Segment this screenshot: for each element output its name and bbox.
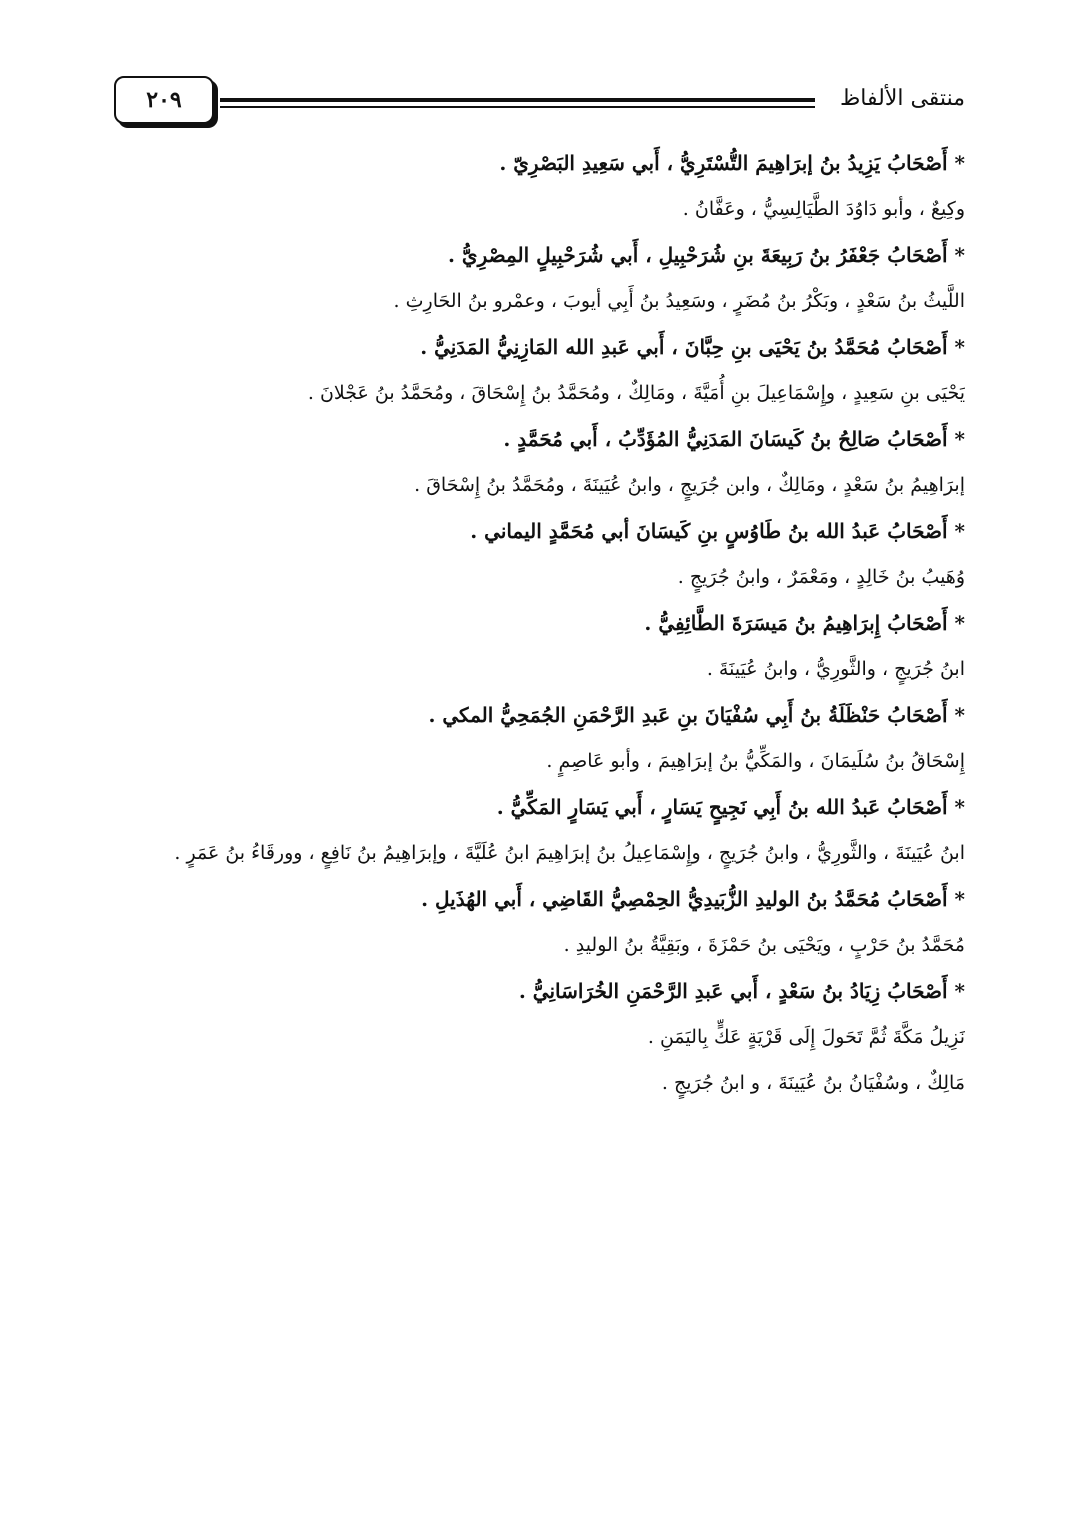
narrator-heading: * أَصْحَابُ إِبرَاهِيمُ بنُ مَيسَرَةَ الطَّائِفِيُّ .: [644, 611, 965, 635]
narrator-note: نَزِيلُ مَكَّةَ ثُمَّ تَحَولَ إِلَى قَرْيَةٍ عَكٍّ بِاليَمَنِ .: [647, 1026, 965, 1048]
page-body: [105, 140, 965, 1106]
narrator-heading: * أَصْحَابُ حَنْظَلَةُ بنُ أَبِي سُفْيَانَ بنِ عَبدِ الرَّحْمَنِ الجُمَحِيُّ المكي .: [428, 703, 965, 727]
header-rule-thin: [220, 106, 815, 108]
narrator-heading: * أَصْحَابُ عَبدُ الله بنُ أَبِي نَجِيحٍ يَسَارٍ ، أَبي يَسَارٍ المَكِّيُّ .: [496, 795, 965, 819]
students-list: إِسْحَاقُ بنُ سُلَيمَانَ ، والمَكِّيُّ بنُ إبرَاهِيمَ ، وأبو عَاصِمٍ .: [546, 750, 965, 772]
students-list: اللَّيثُ بنُ سَعْدٍ ، وبَكْرُ بنُ مُضَرٍ ، وسَعِيدُ بنُ أَبِي أيوبَ ، وعمْرو بنُ الحَارِثِ .: [393, 290, 965, 312]
header-rule: [220, 98, 815, 110]
narrator-heading: * أَصْحَابُ جَعْفَرُ بنُ رَبِيعَةَ بنِ شُرَحْبِيلِ ، أَبي شُرَحْبِيلٍ المِصْرِيُّ .: [447, 243, 965, 267]
students-list: وكِيعٌ ، وأبو دَاوُدَ الطَّيَالِسِيُّ ، وعَفَّانُ .: [682, 198, 965, 220]
students-list: مَالِكٌ ، وسُفْيَانُ بنُ عُيَينَةَ ، و ابنُ جُرَيجٍ .: [661, 1072, 965, 1094]
narrator-heading: * أَصْحَابُ صَالِحُ بنُ كَيسَانَ المَدَنِيُّ المُؤَدِّبُ ، أَبي مُحَمَّدٍ .: [503, 427, 965, 451]
students-list: مُحَمَّدُ بنُ حَرْبٍ ، ويَحْيَى بنُ حَمْزَةَ ، وبَقِيَّةُ بنُ الوليدِ .: [563, 934, 965, 956]
students-list: وُهَيبُ بنُ خَالِدٍ ، ومَعْمَرٌ ، وابنُ جُرَيجٍ .: [677, 566, 965, 588]
students-list: إبرَاهِيمُ بنُ سَعْدٍ ، ومَالِكٌ ، وابن جُرَيجٍ ، وابنُ عُيَينَةَ ، ومُحَمَّدُ بنُ إِسْحَاقَ .: [414, 474, 965, 496]
narrator-heading: * أَصْحَابُ عَبدُ الله بنُ طَاوُسٍ بنِ كَيسَانَ أبي مُحَمَّدٍ اليماني .: [470, 519, 965, 543]
running-title: منتقى الألفاظ: [839, 86, 965, 111]
header-rule-thick: [220, 98, 815, 102]
narrator-heading: * أَصْحَابُ زِيَادُ بنُ سَعْدٍ ، أَبي عَبدِ الرَّحْمَنِ الخُرَاسَانِيُّ .: [518, 979, 965, 1003]
narrator-heading: * أَصْحَابُ مُحَمَّدُ بنُ الوليدِ الزُّبَيدِيُّ الحِمْصِيُّ القَاضِي ، أَبي الهُذَيلِ .: [421, 887, 965, 911]
page-header: [110, 72, 965, 132]
narrator-heading: * أَصْحَابُ يَزِيدُ بنُ إبرَاهِيمَ التُّسْتَرِيُّ ، أَبي سَعِيدِ البَصْرِيّ .: [499, 151, 965, 175]
students-list: يَحْيَى بنِ سَعِيدٍ ، وإِسْمَاعِيلَ بنِ أُمَيَّةَ ، ومَالِكٌ ، ومُحَمَّدُ بنُ إِسْحَاقَ ، ومُحَمَّدُ بنُ عَجْلانَ .: [307, 382, 965, 404]
page-number: ٢٠٩: [114, 76, 214, 124]
students-list: ابنُ عُيَينَةَ ، والثَّورِيُّ ، وابنُ جُرَيجٍ ، وإِسْمَاعِيلُ بنُ إبرَاهِيمَ ابنُ عُلَيَّةَ ، وإبرَاهِيمُ بنُ نَافِعٍ ، وورقَاءُ بنُ عَمَرٍ .: [174, 842, 965, 864]
students-list: ابنُ جُرَيجٍ ، والثَّورِيُّ ، وابنُ عُيَينَةَ .: [706, 658, 965, 680]
narrator-heading: * أَصْحَابُ مُحَمَّدُ بنُ يَحْيَى بنِ حِبَّانَ ، أَبي عَبدِ الله المَازِنِيُّ المَدَنِيُّ .: [420, 335, 965, 359]
